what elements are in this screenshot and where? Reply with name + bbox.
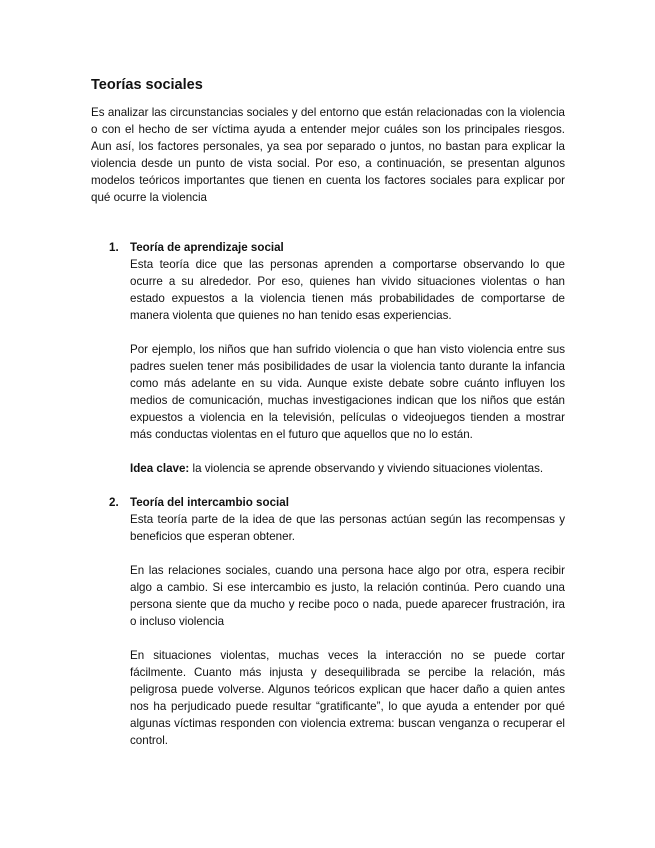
key-idea-label: Idea clave: (130, 462, 190, 475)
section-paragraph: Esta teoría dice que las personas aprenden a comportarse observando lo que ocurre a su alrededor. Por eso, quienes han vivido situaciones violentas o han estado expuestos a la violencia tienen más probabilidades de comportarse de manera violenta que quienes no han tenido esas experiencias. (130, 258, 565, 322)
section-paragraph: En situaciones violentas, muchas veces la interacción no se puede cortar fácilmente. Cuanto más injusta y desequilibrada se percibe la relación, más peligrosa puede volverse. Algunos teóricos explican que hacer daño a quien antes nos ha perjudicado puede resultar “gratificante”, lo que ayuda a entender por qué algunas víctimas responden con violencia extrema: buscan venganza o recuperar el control. (130, 649, 565, 747)
section-heading-text: Teoría de aprendizaje social (130, 241, 284, 254)
key-idea-text: la violencia se aprende observando y viviendo situaciones violentas. (189, 462, 544, 475)
section-social-learning (109, 239, 565, 477)
section-number: 2. (109, 496, 119, 509)
page-title: Teorías sociales (91, 77, 203, 93)
section-paragraph: En las relaciones sociales, cuando una persona hace algo por otra, espera recibir algo a cambio. Si ese intercambio es justo, la relación continúa. Pero cuando una persona siente que da mucho y recibe poco o nada, puede aparecer frustración, ira o incluso violencia (130, 564, 565, 628)
section-heading-text: Teoría del intercambio social (130, 496, 289, 509)
intro-paragraph: Es analizar las circunstancias sociales y del entorno que están relacionadas con la violencia o con el hecho de ser víctima ayuda a entender mejor cuáles son los principales riesgos. Aun así, los factores personales, ya sea por separado o juntos, no bastan para explicar la violencia desde un punto de vista social. Por eso, a continuación, se presentan algunos modelos teóricos importantes que tienen en cuenta los factores sociales para explicar por qué ocurre la violencia (91, 106, 565, 204)
section-social-exchange (109, 494, 565, 749)
section-paragraph: Por ejemplo, los niños que han sufrido violencia o que han visto violencia entre sus padres suelen tener más posibilidades de usar la violencia tanto durante la infancia como más adelante en su vida. Aunque existe debate sobre cuánto influyen los medios de comunicación, muchas investigaciones indican que los niños que están expuestos a violencia en la televisión, películas o videojuegos tienden a mostrar más conductas violentas en el futuro que aquellos que no lo están. (130, 343, 565, 441)
key-idea (130, 460, 565, 477)
section-number: 1. (109, 241, 119, 254)
section-paragraph: Esta teoría parte de la idea de que las personas actúan según las recompensas y beneficios que esperan obtener. (130, 513, 565, 543)
section-heading (109, 239, 565, 256)
section-heading (109, 494, 565, 511)
